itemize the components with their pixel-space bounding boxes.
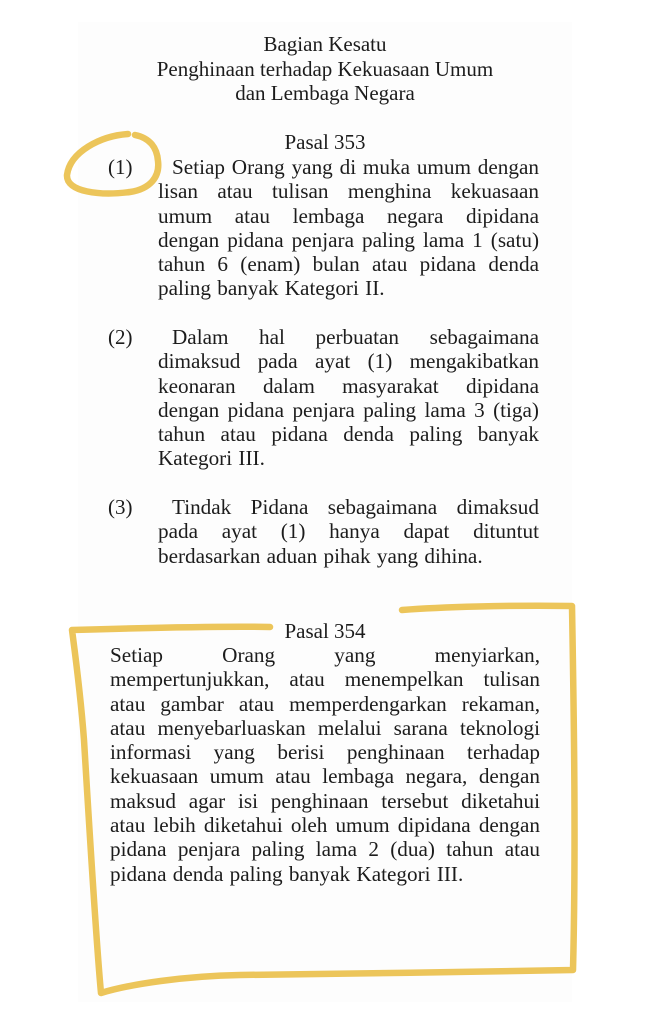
- part-title-line1: Penghinaan terhadap Kekuasaan Umum: [156, 57, 494, 81]
- pasal-354-title: Pasal 354: [284, 619, 366, 643]
- part-heading: Bagian Kesatu: [263, 32, 387, 56]
- ayat-3-number: (3): [108, 495, 133, 519]
- pasal-354-text: Setiap Orang yang menyiarkan, mempertunjukkan, atau menempelkan tulisan atau gambar atau memperdengarkan rekaman, atau menyebarluaskan melalui sarana teknologi informasi yang berisi penghinaan terhadap kekuasaan umum atau lembaga negara, dengan maksud agar isi penghinaan tersebut diketahui atau lebih diketahui oleh umum dipidana dengan pidana penjara paling lama 2 (dua) tahun atau pidana denda paling banyak Kategori III.: [110, 643, 540, 886]
- ayat-1-number: (1): [108, 155, 133, 179]
- ayat-2-number: (2): [108, 325, 133, 349]
- ayat-2-text: Dalam hal perbuatan sebagaimana dimaksud pada ayat (1) mengakibatkan keonaran dalam masyarakat dipidana dengan pidana penjara paling lama 3 (tiga) tahun atau pidana denda paling banyak Kategori III.: [158, 325, 539, 471]
- pasal-353-title: Pasal 353: [284, 130, 366, 154]
- part-title-line2: dan Lembaga Negara: [235, 81, 415, 105]
- ayat-3-text: Tindak Pidana sebagaimana dimaksud pada ayat (1) hanya dapat dituntut berdasarkan aduan pihak yang dihina.: [158, 495, 539, 568]
- ayat-1-text: Setiap Orang yang di muka umum dengan lisan atau tulisan menghina kekuasaan umum atau lembaga negara dipidana dengan pidana penjara paling lama 1 (satu) tahun 6 (enam) bulan atau pidana denda paling banyak Kategori II.: [158, 155, 539, 301]
